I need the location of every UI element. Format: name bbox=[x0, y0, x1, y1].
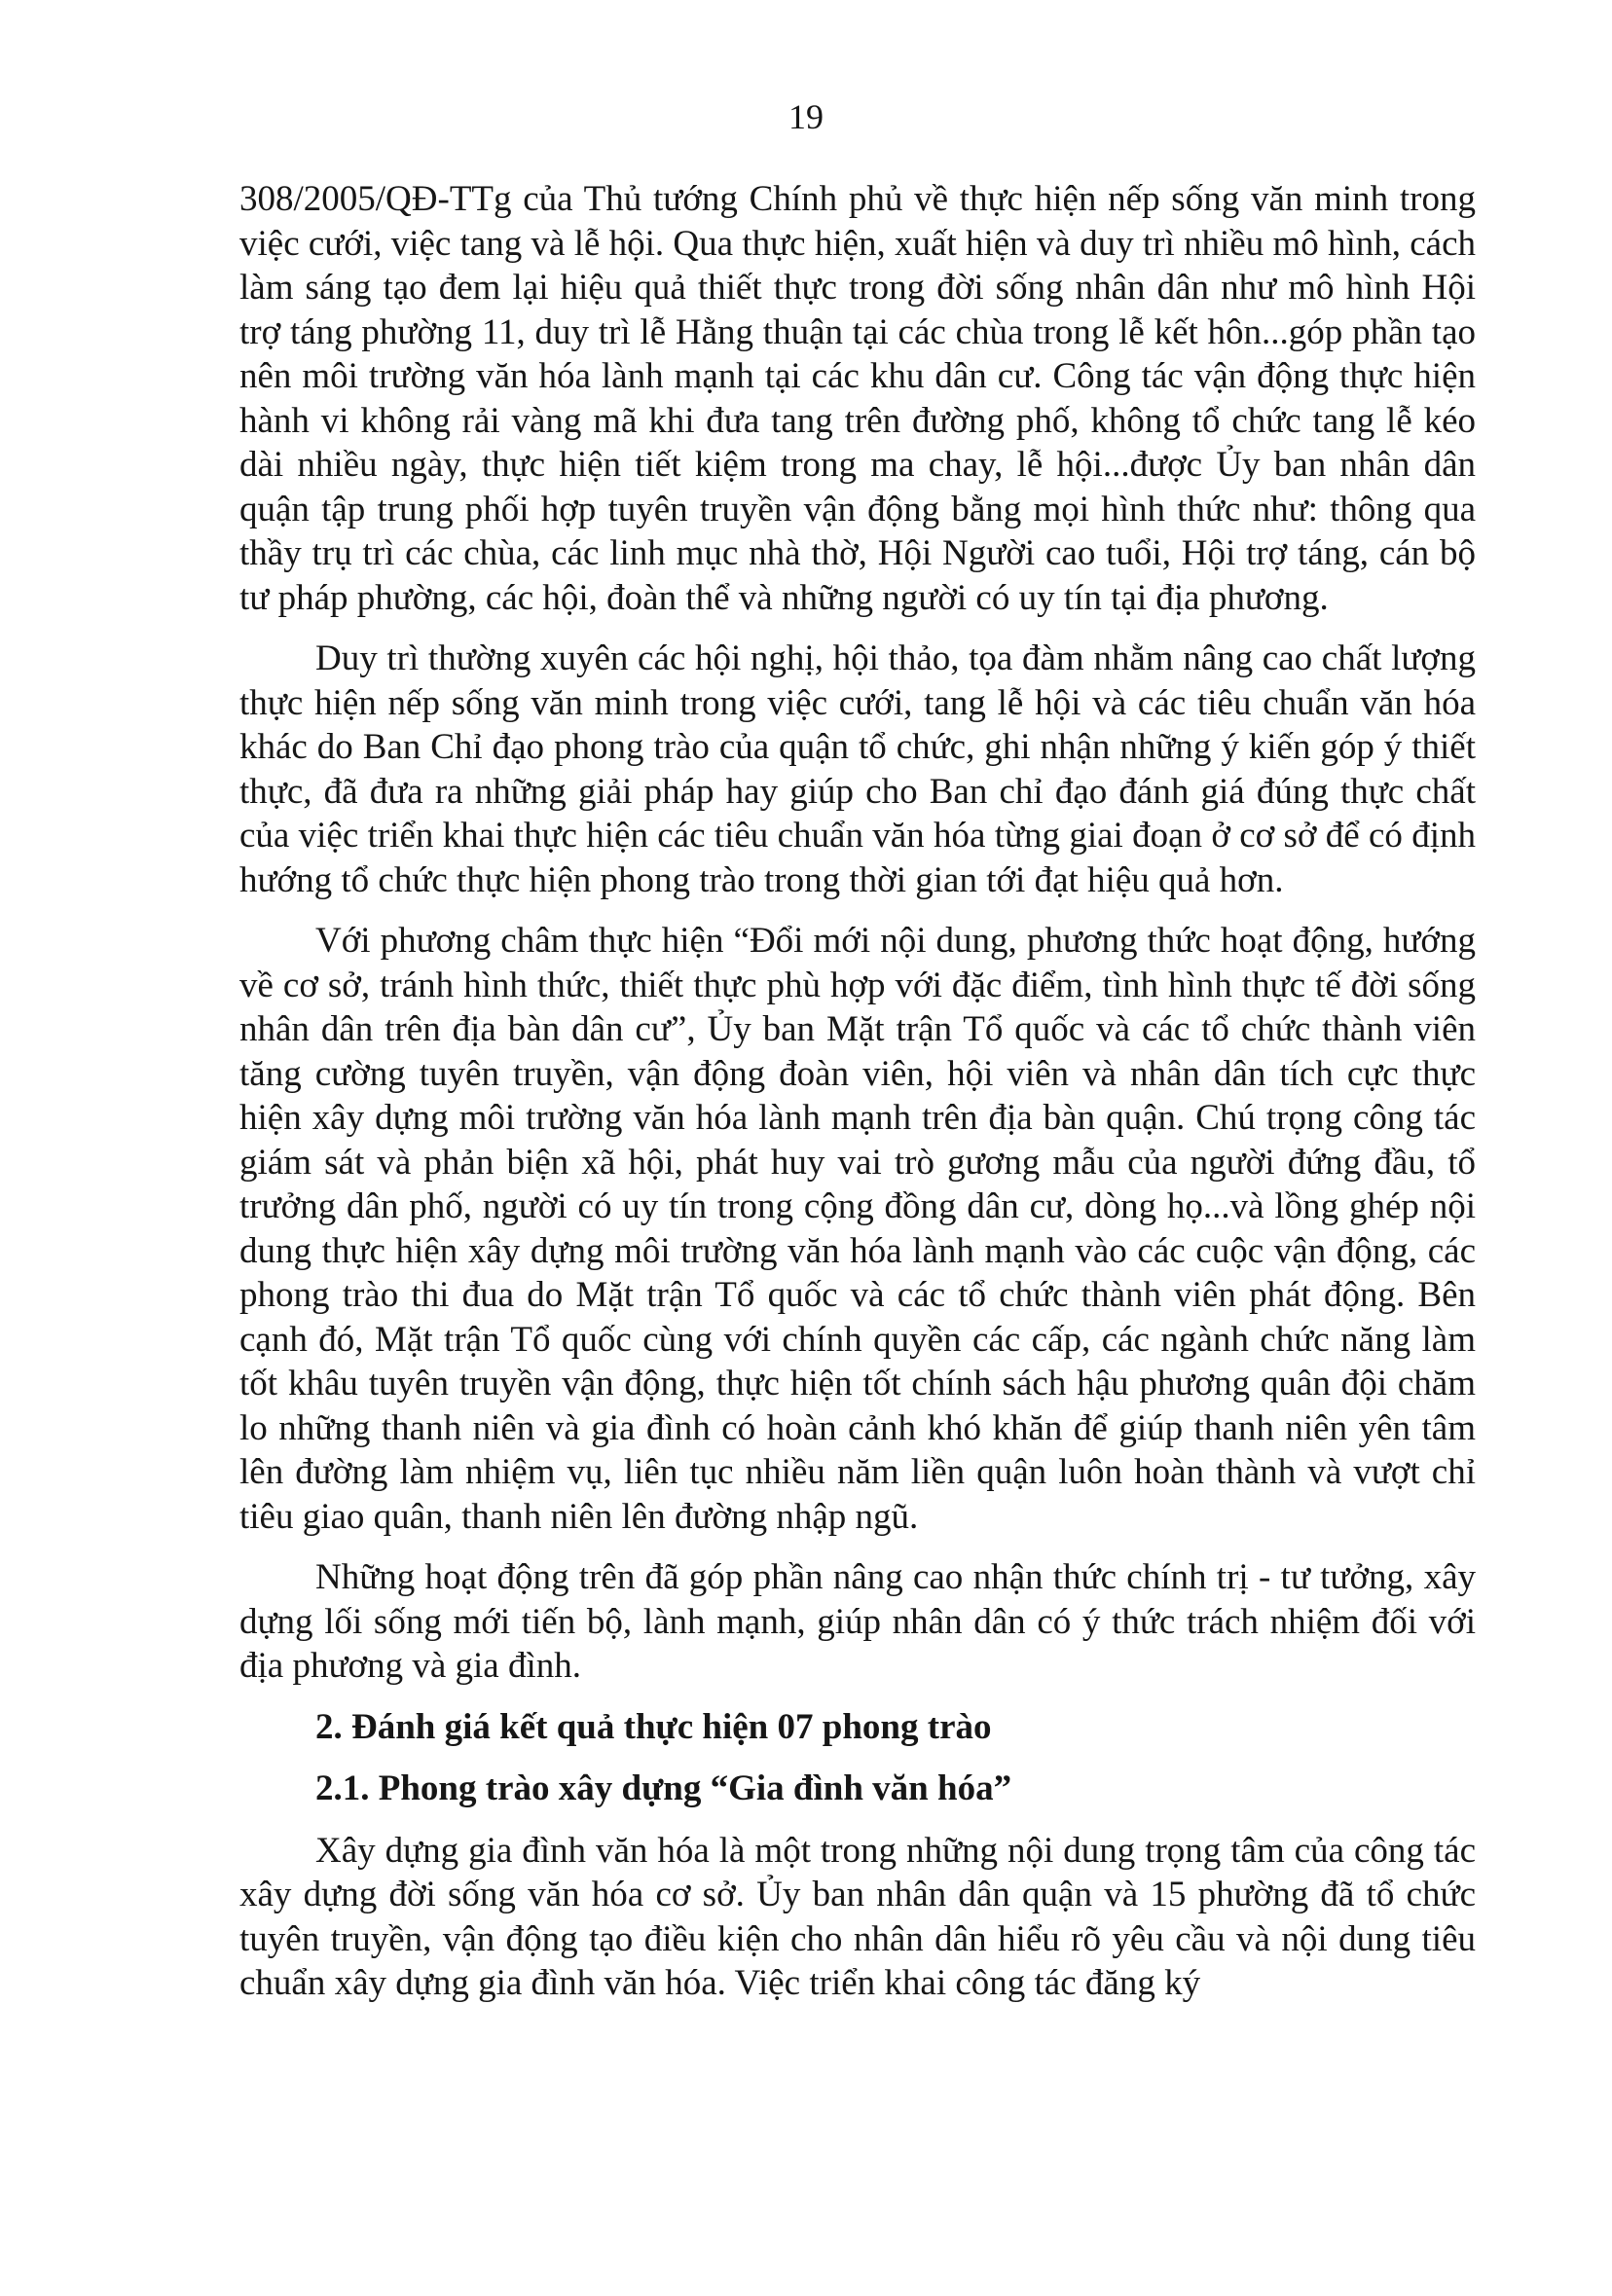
page-number: 19 bbox=[788, 97, 824, 136]
subsection-heading: 2.1. Phong trào xây dựng “Gia đình văn hóa” bbox=[315, 1768, 1012, 1808]
document-body bbox=[239, 177, 1476, 2023]
paragraph-1: 308/2005/QĐ-TTg của Thủ tướng Chính phủ về thực hiện nếp sống văn minh trong việc cưới, việc tang và lễ hội. Qua thực hiện, xuất hiện và duy trì nhiều mô hình, cách làm sáng tạo đem lại hiệu quả thiết thực trong đời sống nhân dân như mô hình Hội trợ táng phường 11, duy trì lễ Hằng thuận tại các chùa trong lễ kết hôn...góp phần tạo nên môi trường văn hóa lành mạnh tại các khu dân cư. Công tác vận động thực hiện hành vi không rải vàng mã khi đưa tang trên đường phố, không tổ chức tang lễ kéo dài nhiều ngày, thực hiện tiết kiệm trong ma chay, lễ hội...được Ủy ban nhân dân quận tập trung phối hợp tuyên truyền vận động bằng mọi hình thức như: thông qua thầy trụ trì các chùa, các linh mục nhà thờ, Hội Người cao tuổi, Hội trợ táng, cán bộ tư pháp phường, các hội, đoàn thể và những người có uy tín tại địa phương. bbox=[239, 179, 1477, 618]
paragraph-2: Duy trì thường xuyên các hội nghị, hội thảo, tọa đàm nhằm nâng cao chất lượng thực hiện nếp sống văn minh trong việc cưới, tang lễ hội và các tiêu chuẩn văn hóa khác do Ban Chỉ đạo phong trào của quận tổ chức, ghi nhận những ý kiến góp ý thiết thực, đã đưa ra những giải pháp hay giúp cho Ban chỉ đạo đánh giá đúng thực chất của việc triển khai thực hiện các tiêu chuẩn văn hóa từng giai đoạn ở cơ sở để có định hướng tổ chức thực hiện phong trào trong thời gian tới đạt hiệu quả hơn. bbox=[239, 638, 1476, 900]
paragraph-4: Những hoạt động trên đã góp phần nâng cao nhận thức chính trị - tư tưởng, xây dựng lối sống mới tiến bộ, lành mạnh, giúp nhân dân có ý thức trách nhiệm đối với địa phương và gia đình. bbox=[239, 1557, 1476, 1686]
paragraph-5: Xây dựng gia đình văn hóa là một trong những nội dung trọng tâm của công tác xây dựng đời sống văn hóa cơ sở. Ủy ban nhân dân quận và 15 phường đã tổ chức tuyên truyền, vận động tạo điều kiện cho nhân dân hiểu rõ yêu cầu và nội dung tiêu chuẩn xây dựng gia đình văn hóa. Việc triển khai công tác đăng ký bbox=[239, 1830, 1476, 2003]
paragraph-3: Với phương châm thực hiện “Đổi mới nội dung, phương thức hoạt động, hướng về cơ sở, tránh hình thức, thiết thực phù hợp với đặc điểm, tình hình thực tế đời sống nhân dân trên địa bàn dân cư”, Ủy ban Mặt trận Tổ quốc và các tổ chức thành viên tăng cường tuyên truyền, vận động đoàn viên, hội viên và nhân dân tích cực thực hiện xây dựng môi trường văn hóa lành mạnh trên địa bàn quận. Chú trọng công tác giám sát và phản biện xã hội, phát huy vai trò gương mẫu của người đứng đầu, tổ trưởng dân phố, người có uy tín trong cộng đồng dân cư, dòng họ...và lồng ghép nội dung thực hiện xây dựng môi trường văn hóa lành mạnh vào các cuộc vận động, các phong trào thi đua do Mặt trận Tổ quốc và các tổ chức thành viên phát động. Bên cạnh đó, Mặt trận Tổ quốc cùng với chính quyền các cấp, các ngành chức năng làm tốt khâu tuyên truyền vận động, thực hiện tốt chính sách hậu phương quân đội chăm lo những thanh niên và gia đình có hoàn cảnh khó khăn để giúp thanh niên yên tâm lên đường làm nhiệm vụ, liên tục nhiều năm liền quận luôn hoàn thành và vượt chỉ tiêu giao quân, thanh niên lên đường nhập ngũ. bbox=[239, 921, 1476, 1537]
section-heading: 2. Đánh giá kết quả thực hiện 07 phong trào bbox=[315, 1706, 992, 1747]
